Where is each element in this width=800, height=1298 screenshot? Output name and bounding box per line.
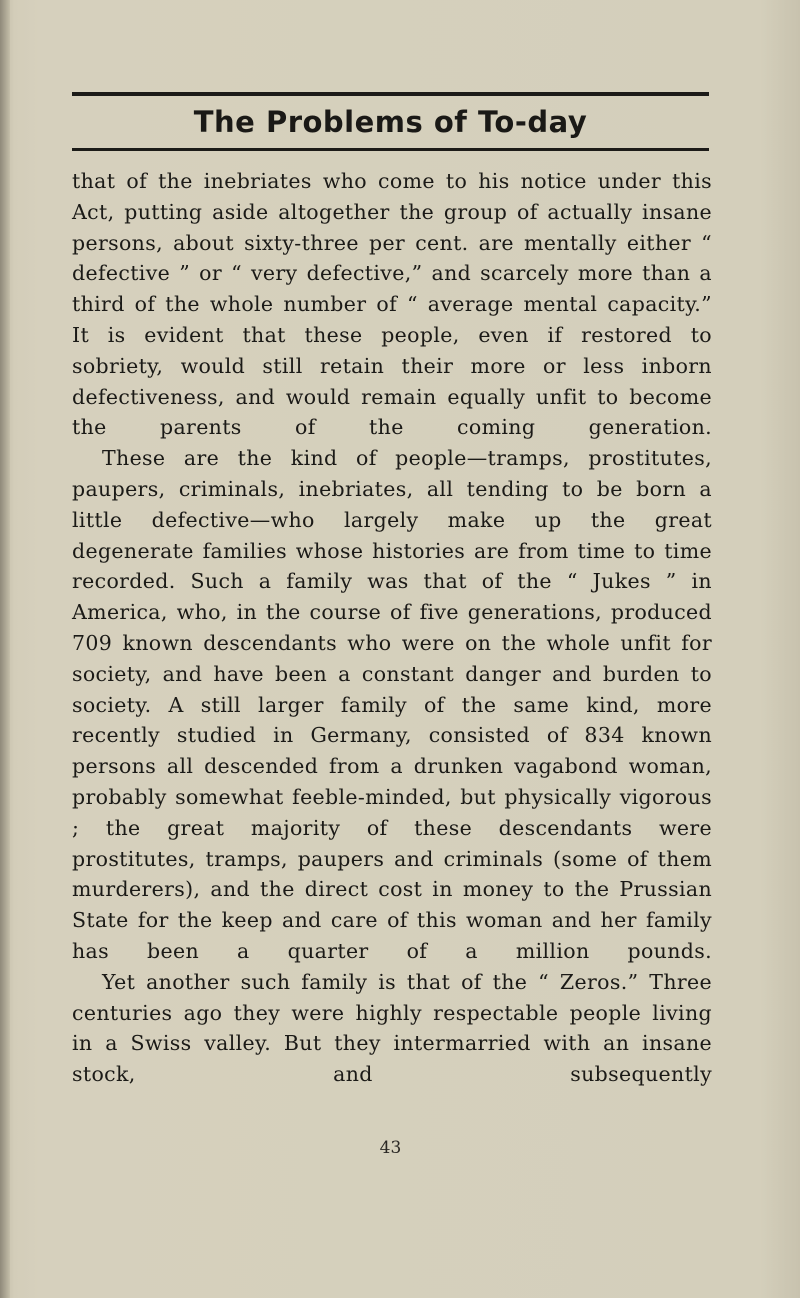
header-rule-bottom: [72, 148, 709, 151]
header-rule-top: [72, 92, 709, 96]
body-text: [72, 166, 712, 1090]
paragraph-2: These are the kind of people—tramps, prostitutes, paupers, criminals, inebriates, all tending to be born a little defective—who largely make up the great degenerate families whose histories are from time to time recorded. Such a family was that of the “ Jukes ” in America, who, in the course of five generations, produced 709 known descendants who were on the whole unfit for society, and have been a constant danger and burden to society. A still larger family of the same kind, more recently studied in Germany, consisted of 834 known persons all descended from a drunken vagabond woman, probably somewhat feeble-minded, but physically vigorous ; the great majority of these descendants were prostitutes, tramps, paupers and criminals (some of them murderers), and the direct cost in money to the Prussian State for the keep and care of this woman and her family has been a quarter of a million pounds.: [72, 446, 712, 963]
paragraph-1: that of the inebriates who come to his notice under this Act, putting aside altogether the group of actually insane persons, about sixty-three per cent. are mentally either “ defective ” or “ very defective,” and scarcely more than a third of the whole number of “ average mental capacity.” It is evident that these people, even if restored to sobriety, would still retain their more or less inborn defectiveness, and would remain equally unfit to become the parents of the coming generation.: [72, 169, 712, 440]
running-title: The Problems of To-day: [193, 105, 588, 139]
page-binding-edge: [0, 0, 10, 1298]
paragraph-3: Yet another such family is that of the “ Zeros.” Three centuries ago they were highly respectable people living in a Swiss valley. But they intermarried with an insane stock, and subsequently: [72, 969, 712, 1087]
page-number: 43: [379, 1138, 402, 1158]
